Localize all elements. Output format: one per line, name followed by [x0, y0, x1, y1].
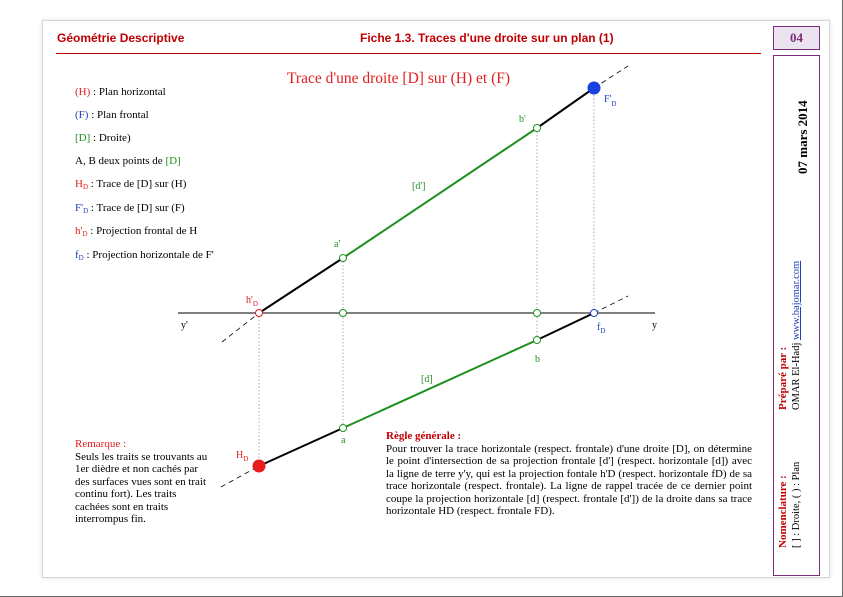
legend-symbol: H [75, 178, 83, 190]
d-dashed-upper [594, 296, 628, 313]
label-y: y [652, 320, 657, 331]
legend-symbol: [D] [75, 132, 91, 144]
legend-text: : Projection horizontale de F' [83, 249, 214, 261]
remark-body: Seuls les traits se trouvants au 1er dièdre et non cachés par des surfaces vues sont en trait continu fort). Les traits cachées sont en traits interrompus fin. [75, 450, 208, 525]
remark-title: Remarque : [75, 438, 127, 450]
d-prime-solid-upper [537, 88, 594, 128]
legend-symbol: (F) [75, 109, 89, 121]
label-F-D: $F'_D$ [604, 94, 617, 108]
label-a: a [341, 435, 346, 446]
subject-header: Géométrie Descriptive [57, 31, 185, 45]
legend-text: : Plan frontal [88, 109, 149, 121]
nomenclature: [ ] : Droite, ( ) : Plan [791, 461, 802, 548]
general-rule-body: Pour trouver la trace horizontale (respect. frontale) d'une droite [D], on détermine le point d'intersection de sa projection frontale [d'] (respect. horizontale [d]) avec la ligne de terre y'y, qui est la projection fontale h'D (respect. horizontale fD) de sa trace horizontale (respect. frontale). La ligne de rappel tracée de ce dernier point coupe la projection horizontale [d] (respect. frontale [d']) de la droite dans sa trace horizontale HD (respect. frontale FD). [386, 442, 752, 517]
d-prime-solid-lower [259, 258, 343, 313]
author-name: OMAR El-Hadj [791, 342, 802, 410]
point-a-ground [340, 310, 347, 317]
point-F-D-trace [588, 82, 601, 95]
legend-symbol: A, B deux points de [75, 155, 166, 167]
point-f-D [591, 310, 598, 317]
legend-symbol: h' [75, 225, 83, 237]
point-H-D-trace [253, 460, 266, 473]
remark-block [75, 438, 210, 526]
point-a-prime [340, 255, 347, 262]
legend-symbol-subscript: D [82, 230, 88, 238]
general-rule-block [386, 430, 752, 518]
legend-text: : Plan horizontal [90, 86, 166, 98]
point-b [534, 337, 541, 344]
legend-text: [D] [165, 155, 181, 167]
label-H-D: $H_D$ [236, 450, 249, 463]
d-green [343, 340, 537, 428]
d-solid-lower [259, 428, 343, 466]
point-h-prime-D [256, 310, 263, 317]
d-solid-upper [537, 313, 594, 340]
legend-text: : Trace de [D] sur (F) [88, 202, 185, 214]
point-b-ground [534, 310, 541, 317]
label-b: b [535, 354, 540, 365]
point-a [340, 425, 347, 432]
legend-text: : Projection frontal de H [87, 225, 198, 237]
page-number: 04 [773, 26, 820, 50]
label-d-prime: [d'] [412, 181, 426, 192]
legend-symbol: f [75, 249, 79, 261]
diagram-title: Trace d'une droite [D] sur (H) et (F) [287, 70, 511, 87]
label-d: [d] [421, 374, 433, 385]
d-prime-green [343, 128, 537, 258]
legend-symbol-subscript: D [82, 183, 89, 191]
author-website-link[interactable]: www.bajomar.com [791, 260, 802, 340]
legend-symbol-subscript: D [83, 207, 89, 215]
label-h-prime-D: $h'_D$ [246, 295, 258, 308]
legend-text: : Trace de [D] sur (H) [88, 178, 187, 190]
d-dashed-lower [221, 466, 259, 487]
legend-symbol: F' [75, 202, 84, 214]
label-y-prime: y' [181, 320, 188, 331]
nomenclature-label: Nomenclature : [777, 475, 789, 548]
document-date: 07 mars 2014 [795, 100, 810, 174]
prepared-by-label: Préparé par : [777, 346, 789, 410]
point-b-prime [534, 125, 541, 132]
d-prime-dashed-lower [222, 313, 259, 342]
page-title: Fiche 1.3. Traces d'une droite sur un plan (1) [360, 31, 614, 45]
label-f-D: $f_D$ [597, 322, 606, 335]
legend-symbol-subscript: D [78, 254, 84, 262]
label-b-prime: b' [519, 114, 526, 125]
general-rule-title: Règle générale : [386, 430, 462, 442]
legend-symbol: (H) [75, 86, 91, 98]
label-a-prime: a' [334, 239, 341, 250]
legend-text: : Droite) [90, 132, 131, 144]
